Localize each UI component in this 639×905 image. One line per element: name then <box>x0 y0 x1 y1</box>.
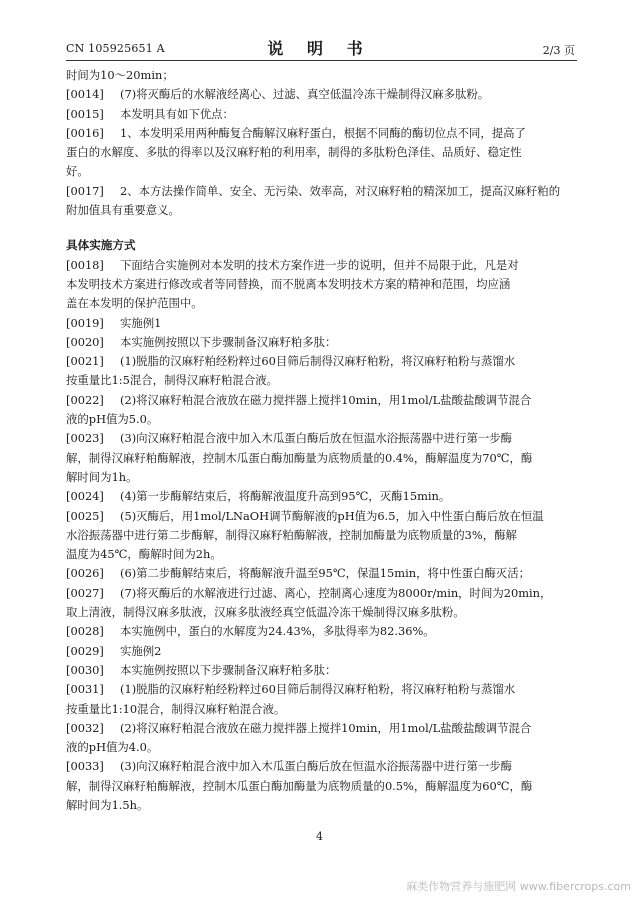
paragraph <box>66 622 574 641</box>
paragraph-number: [0028] <box>66 624 104 639</box>
text-line: (7)将灭酶后的水解液进行过滤、离心，控制离心速度为8000r/min，时间为20min， <box>120 585 552 600</box>
text-line: (3)向汉麻籽粕混合液中加入木瓜蛋白酶后放在恒温水浴振荡器中进行第一步酶 <box>120 759 513 774</box>
text-line: 温度为45℃，酶解时间为2h。 <box>66 547 222 562</box>
paragraph <box>66 124 574 182</box>
text-line: 按重量比1:10混合，制得汉麻籽粕混合液。 <box>66 701 286 716</box>
text-line: 好。 <box>66 164 89 179</box>
paragraph <box>66 719 574 758</box>
text-line: 盖在本发明的保护范围中。 <box>66 296 203 311</box>
paragraph-number: [0021] <box>66 354 104 369</box>
paragraph-number: [0019] <box>66 315 104 330</box>
paragraph-number: [0026] <box>66 566 104 581</box>
paragraph-group-a <box>66 85 574 220</box>
paragraph-text <box>116 105 574 124</box>
text-line: 液的pH值为4.0。 <box>66 740 159 755</box>
text-line: (4)第一步酶解结束后，将酶解液温度升高到95℃，灭酶15min。 <box>120 489 451 504</box>
paragraph <box>66 584 574 623</box>
section-title: 具体实施方式 <box>66 238 136 253</box>
intro-line: 时间为10～20min； <box>66 68 174 82</box>
text-line: (1)脱脂的汉麻籽粕经粉粹过60目筛后制得汉麻籽粕粉，将汉麻籽粕粉与蒸馏水 <box>120 682 516 697</box>
paragraph-text <box>116 333 574 352</box>
text-line: 2、本方法操作简单、安全、无污染、效率高，对汉麻籽粕的精深加工，提高汉麻籽粕的 <box>120 183 561 198</box>
paragraph <box>66 564 574 583</box>
paragraph <box>66 256 574 314</box>
text-line: (6)第二步酶解结束后，将酶解液升温至95℃，保温15min，将中性蛋白酶灭活； <box>120 566 530 581</box>
text-line: (3)向汉麻籽粕混合液中加入木瓜蛋白酶后放在恒温水浴振荡器中进行第一步酶 <box>120 431 513 446</box>
paragraph-number: [0018] <box>66 257 104 272</box>
paragraph-number: [0015] <box>66 106 104 121</box>
paragraph-number: [0017] <box>66 183 104 198</box>
paragraph-number: [0027] <box>66 585 104 600</box>
paragraph <box>66 314 574 333</box>
paragraph-number: [0032] <box>66 720 104 735</box>
paragraph <box>66 507 574 565</box>
text-line: 本实施例按照以下步骤制备汉麻籽粕多肽： <box>120 334 337 349</box>
paragraph-number: [0029] <box>66 643 104 658</box>
text-line: 本发明技术方案进行修改或者等同替换，而不脱离本发明技术方案的精神和范围，均应涵 <box>66 276 511 291</box>
paragraph-number: [0020] <box>66 334 104 349</box>
paragraph-number: [0033] <box>66 759 104 774</box>
text-line: 本实施例按照以下步骤制备汉麻籽粕多肽： <box>120 662 337 677</box>
text-line: 蛋白的水解度、多肽的得率以及汉麻籽粕的利用率，制得的多肽粉色泽佳、品质好、稳定性 <box>66 145 522 160</box>
text-line: (1)脱脂的汉麻籽粕经粉粹过60目筛后制得汉麻籽粕粉，将汉麻籽粕粉与蒸馏水 <box>120 354 516 369</box>
document-body <box>66 66 574 815</box>
paragraph <box>66 680 574 719</box>
paragraph-text <box>116 487 574 506</box>
paragraph <box>66 391 574 430</box>
paragraph-number: [0024] <box>66 489 104 504</box>
patent-number: CN 105925651 A <box>66 42 165 55</box>
section-spacer <box>66 220 574 228</box>
watermark: 麻类作物营养与施肥网 www.fibercrops.com <box>406 880 631 893</box>
text-line: 实施例1 <box>120 315 162 330</box>
paragraph <box>66 429 574 487</box>
text-line: (7)将灭酶后的水解液经离心、过滤、真空低温冷冻干燥制得汉麻多肽粉。 <box>120 87 490 102</box>
text-line: (5)灭酶后，用1mol/LNaOH调节酶解液的pH值为6.5，加入中性蛋白酶后放在恒温 <box>120 508 544 523</box>
paragraph <box>66 85 574 104</box>
paragraph-number: [0030] <box>66 662 104 677</box>
paragraph-number: [0022] <box>66 392 104 407</box>
paragraph <box>66 757 574 815</box>
text-line: 本发明具有如下优点： <box>120 106 234 121</box>
paragraph <box>66 105 574 124</box>
text-line: 实施例2 <box>120 643 162 658</box>
paragraph-group-b <box>66 256 574 816</box>
paragraph <box>66 487 574 506</box>
page-indicator: 2/3 页 <box>542 44 575 57</box>
text-line: 解时间为1.5h。 <box>66 797 149 812</box>
paragraph-text <box>116 564 574 583</box>
paragraph-text <box>116 642 574 661</box>
paragraph-number: [0016] <box>66 125 104 140</box>
paragraph <box>66 333 574 352</box>
text-line: 解，制得汉麻籽粕酶解液，控制木瓜蛋白酶加酶量为底物质量的0.4%，酶解温度为70℃，酶 <box>66 450 533 465</box>
text-line: (2)将汉麻籽粕混合液放在磁力搅拌器上搅拌10min，用1mol/L盐酸盐酸调节混合 <box>120 392 532 407</box>
paragraph-number: [0025] <box>66 508 104 523</box>
text-line: 下面结合实施例对本发明的技术方案作进一步的说明，但并不局限于此，凡是对 <box>120 257 519 272</box>
text-line: 本实施例中，蛋白的水解度为24.43%，多肽得率为82.36%。 <box>120 624 435 639</box>
text-line: 1、本发明采用两种酶复合酶解汉麻籽蛋白，根据不同酶的酶切位点不同，提高了 <box>120 125 526 140</box>
text-line: 解，制得汉麻籽粕酶解液，控制木瓜蛋白酶加酶量为底物质量的0.5%，酶解温度为60℃，酶 <box>66 778 533 793</box>
text-line: 取上清液，制得汉麻多肽液，汉麻多肽液经真空低温冷冻干燥制得汉麻多肽粉。 <box>66 605 465 620</box>
paragraph-text <box>116 622 574 641</box>
paragraph-number: [0014] <box>66 87 104 102</box>
paragraph-text <box>116 85 574 104</box>
text-line: 水浴振荡器中进行第二步酶解，制得汉麻籽粕酶解液，控制加酶量为底物质量的3%，酶解 <box>66 527 517 542</box>
paragraph <box>66 661 574 680</box>
paragraph-number: [0023] <box>66 431 104 446</box>
header-divider <box>66 60 577 61</box>
text-line: 按重量比1:5混合，制得汉麻籽粕混合液。 <box>66 373 278 388</box>
paragraph <box>66 352 574 391</box>
page-number: 4 <box>316 830 323 843</box>
paragraph-number: [0031] <box>66 682 104 697</box>
text-line: 液的pH值为5.0。 <box>66 412 159 427</box>
paragraph-text <box>116 661 574 680</box>
paragraph <box>66 642 574 661</box>
text-line: 解时间为1h。 <box>66 469 138 484</box>
text-line: 附加值具有重要意义。 <box>66 203 180 218</box>
paragraph <box>66 182 574 221</box>
document-title: 说 明 书 <box>267 39 372 58</box>
paragraph-text <box>116 314 574 333</box>
text-line: (2)将汉麻籽粕混合液放在磁力搅拌器上搅拌10min，用1mol/L盐酸盐酸调节混合 <box>120 720 532 735</box>
